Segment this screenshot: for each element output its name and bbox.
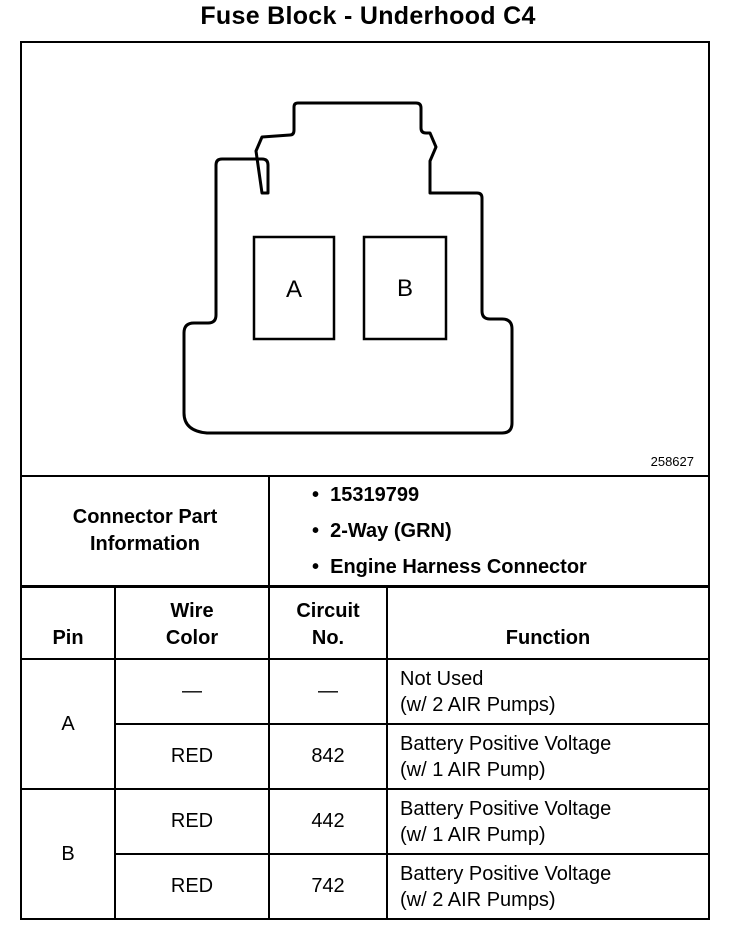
connector-diagram xyxy=(20,41,710,477)
pin-cell: A xyxy=(21,659,115,789)
table-row xyxy=(21,789,709,854)
list-item: • Engine Harness Connector xyxy=(312,556,587,578)
header-wire-color: Wire Color xyxy=(115,587,269,659)
wire-color-cell: RED xyxy=(115,789,269,854)
figure-number: 258627 xyxy=(650,454,694,469)
circuit-cell: 842 xyxy=(269,724,387,789)
table-header-row xyxy=(21,587,709,659)
function-cell: Battery Positive Voltage (w/ 1 AIR Pump) xyxy=(387,724,709,789)
header-pin: Pin xyxy=(21,587,115,659)
pin-cavity-a-label: A xyxy=(285,276,303,303)
connector-info-table xyxy=(20,475,710,587)
header-circuit-no: Circuit No. xyxy=(269,587,387,659)
page-title: Fuse Block - Underhood C4 xyxy=(200,2,536,30)
table-row xyxy=(21,724,709,789)
list-item: • 15319799 xyxy=(312,484,420,506)
function-cell: Battery Positive Voltage (w/ 2 AIR Pumps) xyxy=(387,854,709,919)
connector-housing-outline xyxy=(184,103,512,433)
table-row xyxy=(21,659,709,724)
connector-part-list xyxy=(269,476,709,586)
wire-color-cell: — xyxy=(115,659,269,724)
pin-table xyxy=(20,586,710,920)
function-cell: Battery Positive Voltage (w/ 1 AIR Pump) xyxy=(387,789,709,854)
connector-part-label: Connector Part Information xyxy=(21,476,269,586)
header-function: Function xyxy=(387,587,709,659)
circuit-cell: — xyxy=(269,659,387,724)
table-row xyxy=(21,854,709,919)
connector-outline-drawing xyxy=(22,43,708,477)
circuit-cell: 742 xyxy=(269,854,387,919)
wire-color-cell: RED xyxy=(115,724,269,789)
function-cell: Not Used (w/ 2 AIR Pumps) xyxy=(387,659,709,724)
wire-color-cell: RED xyxy=(115,854,269,919)
circuit-cell: 442 xyxy=(269,789,387,854)
pin-cavity-b-label: B xyxy=(396,275,414,302)
pin-cell: B xyxy=(21,789,115,919)
list-item: • 2-Way (GRN) xyxy=(312,520,452,542)
